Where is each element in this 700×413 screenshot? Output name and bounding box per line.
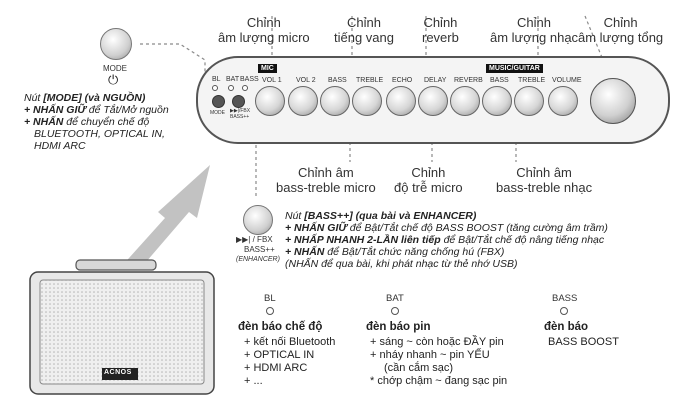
indicator-bl-list [244, 336, 335, 388]
callout-echo: Chỉnh tiếng vang [334, 15, 394, 45]
knob-label-vol1: VOL 1 [262, 77, 282, 84]
bass-l2-rest: để Bật/Tắt chế độ nâng tiếng nhạc [440, 234, 605, 246]
indicator-bat-title: đèn báo pin [366, 321, 431, 333]
mode-line1-rest: để Tắt/Mở nguồn [85, 104, 169, 116]
callout-mic-delay: Chỉnh độ trễ micro [394, 165, 463, 195]
bass-button-label3: (ENHANCER) [236, 256, 280, 263]
panel-led-bl [212, 85, 218, 91]
list-item: + HDMI ARC [244, 362, 308, 374]
indicator-bl-code: BL [264, 293, 276, 304]
panel-led-label-bass: BASS [240, 76, 259, 83]
indicator-bat-led [391, 307, 399, 315]
knob-label-music-bass: BASS [490, 77, 509, 84]
knob-label-echo: ECHO [392, 77, 413, 84]
knob-label-volume: VOLUME [552, 77, 582, 84]
knob-label-reverb: REVERB [454, 77, 483, 84]
mode-line4: HDMI ARC [34, 140, 86, 152]
bass-title-bold: [BASS++] (qua bài và ENHANCER) [304, 210, 477, 222]
indicator-bass-subtitle: BASS BOOST [548, 336, 619, 348]
mode-button-description [24, 92, 169, 152]
knob-music-volume[interactable] [548, 86, 578, 116]
knob-label-vol2: VOL 2 [296, 77, 316, 84]
knob-mic-treble[interactable] [352, 86, 382, 116]
knob-master-volume[interactable] [590, 78, 636, 124]
power-icon: ⏻ [108, 72, 119, 87]
bass-l1-rest: để Bật/Tắt chế độ BASS BOOST (tăng cường âm trầm) [346, 222, 608, 234]
panel-led-label-bat: BAT [226, 76, 240, 83]
knob-delay[interactable] [418, 86, 448, 116]
bass-l2-bold: + NHẤP NHANH 2-LẦN liên tiếp [285, 234, 441, 246]
panel-led-bass [242, 85, 248, 91]
bass-button-label2: BASS++ [244, 245, 275, 254]
knob-reverb[interactable] [450, 86, 480, 116]
mode-line3: BLUETOOTH, OPTICAL IN, [34, 128, 165, 140]
knob-label-mic-treble: TREBLE [356, 77, 384, 84]
panel-fbx-button[interactable] [232, 95, 245, 108]
mode-line2-bold: + NHẤN [24, 116, 64, 128]
indicator-bass-title: đèn báo [544, 321, 589, 333]
callout-mic-bass-treble: Chỉnh âm bass-treble micro [276, 165, 376, 195]
callout-music-volume: Chỉnh âm lượng nhạc [490, 15, 579, 45]
panel-led-label-bl: BL [212, 76, 221, 83]
bass-l4: (NHẤN để qua bài, khi phát nhạc từ thẻ nhớ USB) [285, 258, 518, 270]
panel-fbx-label: ▶▶|/FBX BASS++ [230, 108, 251, 120]
mic-tag: MIC [258, 64, 277, 73]
callout-master-volume: Chỉnh âm lượng tổng [578, 15, 664, 45]
mode-line1-bold: + NHẤN GIỮ [24, 104, 86, 116]
mode-button-label: MODE [103, 64, 127, 73]
bass-button-description [285, 210, 608, 270]
mode-title-prefix: Nút [24, 92, 44, 104]
knob-echo[interactable] [386, 86, 416, 116]
bass-l1-bold: + NHẤN GIỮ [285, 222, 347, 234]
bass-title-prefix: Nút [285, 210, 305, 222]
knob-label-mic-bass: BASS [328, 77, 347, 84]
bass-button-label1: ▶▶| / FBX [236, 235, 273, 244]
list-item: + OPTICAL IN [244, 349, 315, 361]
knob-vol1[interactable] [255, 86, 285, 116]
mode-title-bold: [MODE] (và NGUỒN) [43, 92, 146, 104]
bass-l3-bold: + NHẤN [285, 246, 325, 258]
knob-music-treble[interactable] [514, 86, 544, 116]
list-item: + kết nối Bluetooth [244, 336, 336, 348]
indicator-bl-title: đèn báo chế độ [238, 321, 323, 333]
callout-reverb: Chỉnh reverb [422, 15, 459, 45]
knob-music-bass[interactable] [482, 86, 512, 116]
knob-label-music-treble: TREBLE [518, 77, 546, 84]
list-item: + ... [244, 375, 263, 387]
callout-music-bass-treble: Chỉnh âm bass-treble nhạc [496, 165, 593, 195]
speaker-brand: ACNOS [104, 369, 132, 376]
knob-label-delay: DELAY [424, 77, 447, 84]
bass-button[interactable] [243, 205, 273, 235]
panel-led-bat [228, 85, 234, 91]
indicator-bass-led [560, 307, 568, 315]
knob-vol2[interactable] [288, 86, 318, 116]
mode-line2-rest: để chuyển chế độ [63, 116, 150, 128]
list-item: + sáng ~ còn hoặc ĐẦY pin [370, 336, 504, 348]
indicator-bl-led [266, 307, 274, 315]
knob-mic-bass[interactable] [320, 86, 350, 116]
list-item: * chớp chậm ~ đang sạc pin [370, 375, 508, 387]
speaker-illustration [28, 258, 218, 398]
bass-l3-rest: để Bật/Tắt chức năng chống hú (FBX) [324, 246, 505, 258]
panel-mode-label: MODE [210, 110, 225, 116]
indicator-bat-list [370, 336, 507, 388]
list-item: + nháy nhanh ~ pin YẾU [370, 349, 490, 361]
callout-mic-volume: Chỉnh âm lượng micro [218, 15, 310, 45]
indicator-bass-code: BASS [552, 293, 578, 304]
indicator-bat-code: BAT [386, 293, 404, 304]
mode-button[interactable] [100, 28, 132, 60]
list-item: (cần cắm sạc) [384, 362, 454, 374]
music-tag: MUSIC/GUITAR [486, 64, 543, 73]
panel-mode-button[interactable] [212, 95, 225, 108]
